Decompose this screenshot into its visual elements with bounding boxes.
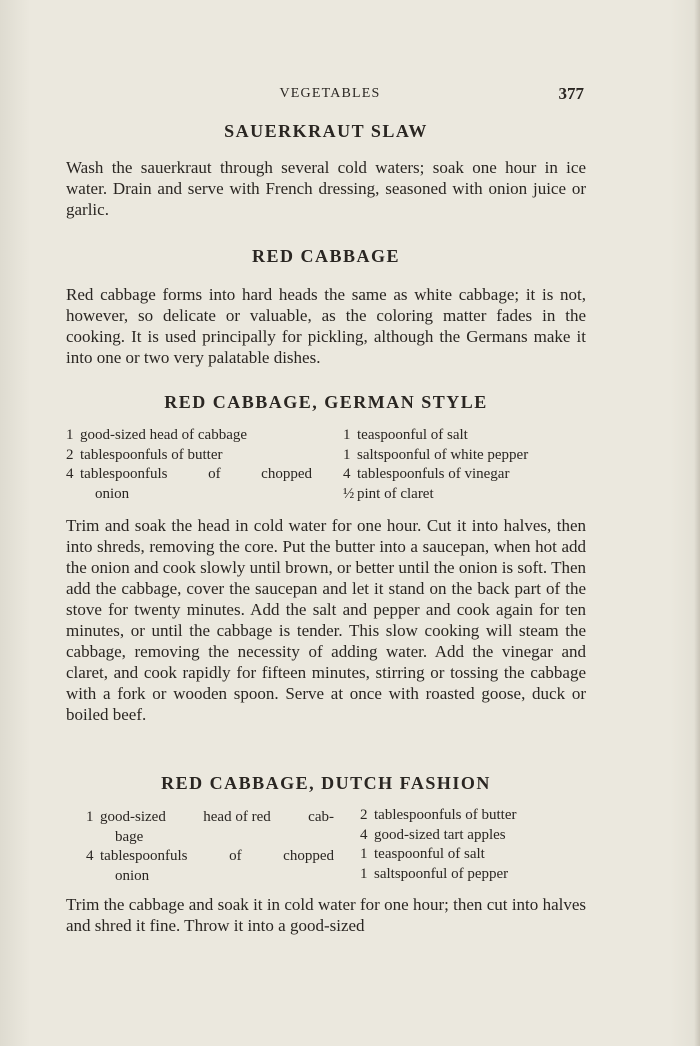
ingredient-continuation: onion bbox=[95, 485, 130, 502]
ingredients-list-left bbox=[66, 426, 312, 504]
paragraph-sauerkraut-slaw: Wash the sauerkraut through several cold waters; soak one hour in ice water. Drain and serve with French dressing, seasoned with onion juice or garlic. bbox=[66, 158, 586, 219]
ingredient-item: 1 saltspoonful of white pepper bbox=[343, 446, 529, 463]
ingredient-item: 1 teaspoonful of salt bbox=[360, 846, 485, 862]
ingredient-item: 2 tablespoonfuls of butter bbox=[66, 446, 223, 463]
ingredient-item: 1 teaspoonful of salt bbox=[343, 427, 468, 443]
ingredient-item: 1 good-sized head of red cab- bbox=[86, 809, 334, 825]
ingredient-item: 4 good-sized tart apples bbox=[360, 826, 506, 843]
paragraph-red-cabbage: Red cabbage forms into hard heads the same as white cabbage; it is not, however, so delicate or valuable, as the coloring matter fades in the cooking. It is used principally for pickling, although the Germans make it into one or two very palatable dishes. bbox=[66, 285, 586, 367]
page-header bbox=[66, 84, 586, 110]
ingredients-list-right bbox=[360, 806, 590, 884]
heading-sauerkraut-slaw: SAUERKRAUT SLAW bbox=[224, 121, 428, 141]
ingredients-list-left bbox=[86, 808, 334, 886]
heading-red-cabbage-dutch-fashion: RED CABBAGE, DUTCH FASHION bbox=[161, 773, 491, 793]
page-edge-shadow bbox=[694, 0, 700, 1046]
paragraph-dutch-fashion-method: Trim the cabbage and soak it in cold water for one hour; then cut into halves and shred it fine. Throw it into a good-sized bbox=[66, 895, 586, 935]
ingredient-item: 4 tablespoonfuls of chopped bbox=[66, 466, 312, 482]
ingredients-list-right bbox=[343, 426, 588, 504]
ingredient-item: 2 tablespoonfuls of butter bbox=[360, 807, 517, 823]
paragraph-german-style-method: Trim and soak the head in cold water for one hour. Cut it into halves, then into shreds, removing the core. Put the butter into a saucepan, when hot add the onion and cook slowly until brown, or better until the onion is soft. Then add the cabbage, cover the saucepan and let it stand on the back part of the stove for twenty minutes. Add the salt and pepper and cook again for ten minutes, or until the cabbage is tender. This slow cooking will steam the cabbage, removing the necessity of adding water. Add the vinegar and claret, and cook rapidly for fifteen minutes, stirring or tossing the cabbage with a fork or wooden spoon. Serve at once with roasted goose, duck or boiled beef. bbox=[66, 516, 587, 724]
ingredient-item: 1 saltspoonful of pepper bbox=[360, 865, 509, 882]
ingredient-item: 4 tablespoonfuls of vinegar bbox=[343, 466, 510, 482]
ingredient-item: ½ pint of claret bbox=[343, 485, 434, 502]
ingredient-item: 1 good-sized head of cabbage bbox=[66, 427, 248, 443]
ingredient-continuation: onion bbox=[115, 867, 150, 884]
heading-red-cabbage-german-style: RED CABBAGE, GERMAN STYLE bbox=[164, 392, 488, 412]
heading-red-cabbage: RED CABBAGE bbox=[251, 246, 401, 266]
ingredient-item: 4 tablespoonfuls of chopped bbox=[86, 848, 334, 864]
page-number: 377 bbox=[558, 84, 584, 103]
ingredient-continuation: bage bbox=[115, 828, 144, 845]
running-head: VEGETABLES bbox=[279, 86, 381, 101]
